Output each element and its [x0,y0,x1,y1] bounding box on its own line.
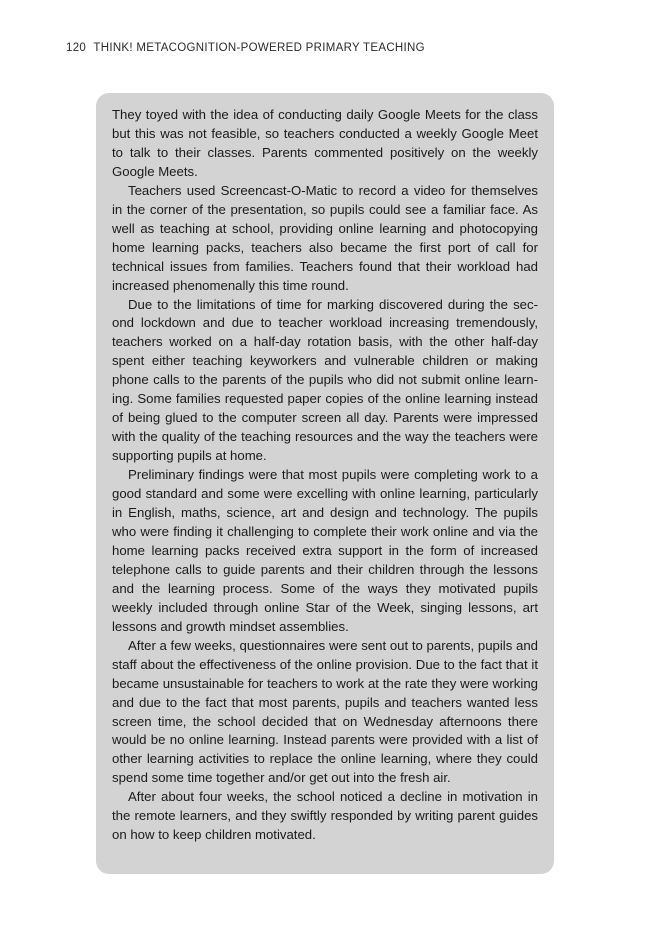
case-study-box [96,93,554,874]
paragraph-4: Preliminary findings were that most pupils were completing work to a good standard and some were excelling with online learning, particularly in English, maths, science, art and design and technology. The pupils who were finding it challenging to complete their work online and via the home learning packs received extra support in the form of increased telephone calls to guide parents and their children through the lessons and the learning process. Some of the ways they motivated pupils weekly included through online Star of the Week, singing lessons, art lessons and growth mindset assemblies. [112,467,538,634]
running-head [66,42,425,54]
book-title: THINK! METACOGNITION-POWERED PRIMARY TEACHING [93,42,425,54]
paragraph-1: They toyed with the idea of conducting daily Google Meets for the class but this was not feasible, so teachers conducted a weekly Google Meet to talk to their classes. Parents commented positively on the weekly Google Meets. [112,107,538,179]
paragraph-2: Teachers used Screencast-O-Matic to record a video for themselves in the corner of the presentation, so pupils could see a familiar face. As well as teaching at school, providing online learning and photocopying home learning packs, teachers also became the first port of call for technical issues from families. Teachers found that their workload had increased phenomenally this time round. [112,182,538,293]
page-number: 120 [66,42,87,54]
paragraph-3: Due to the limitations of time for marking discovered during the second lockdown and due to teacher workload increasing tremendously, teachers worked on a half-day rotation basis, with the other half-day spent either teaching keyworkers and vulnerable children or making phone calls to the parents of the pupils who did not submit online learning. Some families requested paper copies of the online learning instead of being glued to the computer screen all day. Parents were impressed with the quality of the teaching resources and the way the teachers were supporting pupils at home. [112,296,538,464]
paragraph-5: After a few weeks, questionnaires were sent out to parents, pupils and staff about the effectiveness of the online provision. Due to the fact that it became unsustainable for teachers to work at the rate they were working and due to the fact that most parents, pupils and teachers wanted less screen time, the school decided that on Wednesday afternoons there would be no online learning. Instead parents were provided with a list of other learning activities to replace the online learning, where they could spend some time together and/or get out into the fresh air. [112,637,538,786]
paragraph-6: After about four weeks, the school noticed a decline in motivation in the remote learners, and they swiftly responded by writing parent guides on how to keep children motivated. [112,789,538,843]
